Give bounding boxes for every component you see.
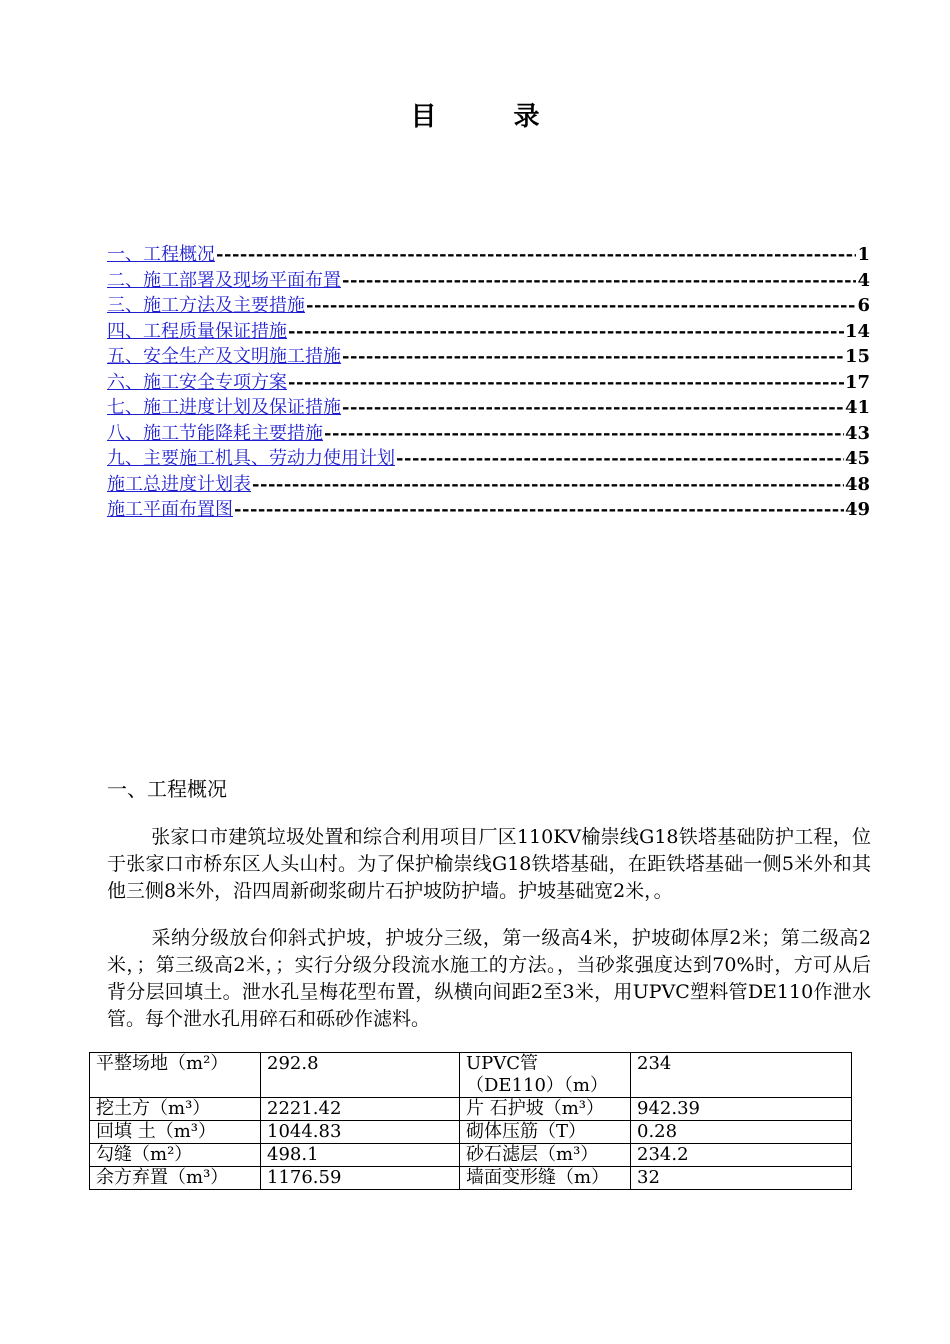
toc-link[interactable]: 五、安全生产及文明施工措施 [107, 346, 341, 367]
toc-leader [252, 474, 844, 496]
toc-link[interactable]: 九、主要施工机具、劳动力使用计划 [107, 448, 395, 469]
table-row [90, 1144, 852, 1167]
toc-entry [107, 368, 870, 394]
table-cell: 砌体压筋（T） [460, 1121, 631, 1144]
table-cell: UPVC管（DE110）（m） [460, 1053, 631, 1098]
toc-link[interactable]: 三、施工方法及主要措施 [107, 295, 305, 316]
toc-entry [107, 495, 870, 521]
table-cell: 942.39 [631, 1098, 852, 1121]
toc-leader [342, 346, 844, 368]
toc-page-number: 1 [857, 244, 870, 265]
table-cell: 32 [631, 1167, 852, 1190]
toc-entry [107, 419, 870, 445]
toc-page-number: 41 [844, 397, 870, 418]
toc-link[interactable]: 一、工程概况 [107, 244, 215, 265]
toc-leader [342, 397, 844, 419]
table-row [90, 1167, 852, 1190]
table-cell: 平整场地（m²） [90, 1053, 261, 1098]
toc-page-number: 6 [857, 295, 870, 316]
table-of-contents [107, 240, 870, 521]
table-cell: 勾缝（m²） [90, 1144, 261, 1167]
toc-entry [107, 393, 870, 419]
toc-entry [107, 470, 870, 496]
toc-page-number: 14 [844, 320, 870, 342]
toc-entry [107, 317, 870, 343]
table-cell: 2221.42 [261, 1098, 460, 1121]
toc-link[interactable]: 六、施工安全专项方案 [107, 371, 287, 393]
paragraph [107, 925, 871, 1033]
toc-leader [216, 244, 856, 266]
table-cell: 片 石护坡（m³） [460, 1098, 631, 1121]
table-row [90, 1053, 852, 1098]
toc-leader [288, 372, 844, 394]
table-cell: 余方弃置（m³） [90, 1167, 261, 1190]
paragraph-text: 采纳分级放台仰斜式护坡，护坡分三级，第一级高4米，护坡砌体厚2米；第二级高2米，；第三级高2米，；实行分级分段流水施工的方法。，当砂浆强度达到70%时，方可从后背分层回填土。泄水孔呈梅花型布置，纵横向间距2至3米，用UPVC塑料管DE110作泄水管。每个泄水孔用碎石和砾砂作滤料。 [107, 927, 871, 1030]
toc-entry [107, 342, 870, 368]
toc-leader [234, 499, 844, 521]
toc-leader [324, 423, 844, 445]
toc-page-number: 45 [844, 448, 870, 469]
table-cell: 回填 土（m³） [90, 1121, 261, 1144]
toc-entry [107, 291, 870, 317]
table-cell: 1044.83 [261, 1121, 460, 1144]
toc-link[interactable]: 施工总进度计划表 [107, 473, 251, 495]
toc-page-number: 4 [857, 269, 870, 291]
toc-leader [306, 295, 856, 317]
toc-entry [107, 240, 870, 266]
toc-leader [288, 321, 844, 343]
table-cell: 234.2 [631, 1144, 852, 1167]
toc-entry [107, 266, 870, 292]
table-row [90, 1121, 852, 1144]
section-title: 一、工程概况 [107, 777, 227, 801]
table-cell: 砂石滤层（m³） [460, 1144, 631, 1167]
toc-page-number: 49 [844, 499, 870, 520]
toc-link[interactable]: 四、工程质量保证措施 [107, 320, 287, 342]
toc-page-number: 48 [844, 473, 870, 495]
page-title: 目 录 [410, 102, 574, 132]
toc-leader [342, 270, 856, 292]
toc-entry [107, 444, 870, 470]
table-cell: 498.1 [261, 1144, 460, 1167]
toc-page-number: 17 [844, 371, 870, 393]
table-cell: 292.8 [261, 1053, 460, 1098]
toc-page-number: 15 [844, 346, 870, 367]
table-cell: 1176.59 [261, 1167, 460, 1190]
toc-page-number: 43 [844, 422, 870, 444]
toc-link[interactable]: 八、施工节能降耗主要措施 [107, 422, 323, 444]
toc-link[interactable]: 施工平面布置图 [107, 499, 233, 520]
toc-leader [396, 448, 844, 470]
table-row [90, 1098, 852, 1121]
toc-link[interactable]: 二、施工部署及现场平面布置 [107, 269, 341, 291]
toc-link[interactable]: 七、施工进度计划及保证措施 [107, 397, 341, 418]
table-cell: 0.28 [631, 1121, 852, 1144]
table-cell: 挖土方（m³） [90, 1098, 261, 1121]
quantities-table [89, 1052, 852, 1190]
paragraph-text: 张家口市建筑垃圾处置和综合利用项目厂区110KV榆崇线G18铁塔基础防护工程，位于张家口市桥东区人头山村。为了保护榆崇线G18铁塔基础，在距铁塔基础一侧5米外和其他三侧8米外，沿四周新砌浆砌片石护坡防护墙。护坡基础宽2米，。 [107, 826, 871, 902]
paragraph [107, 824, 871, 905]
table-cell: 墙面变形缝（m） [460, 1167, 631, 1190]
table-cell: 234 [631, 1053, 852, 1098]
